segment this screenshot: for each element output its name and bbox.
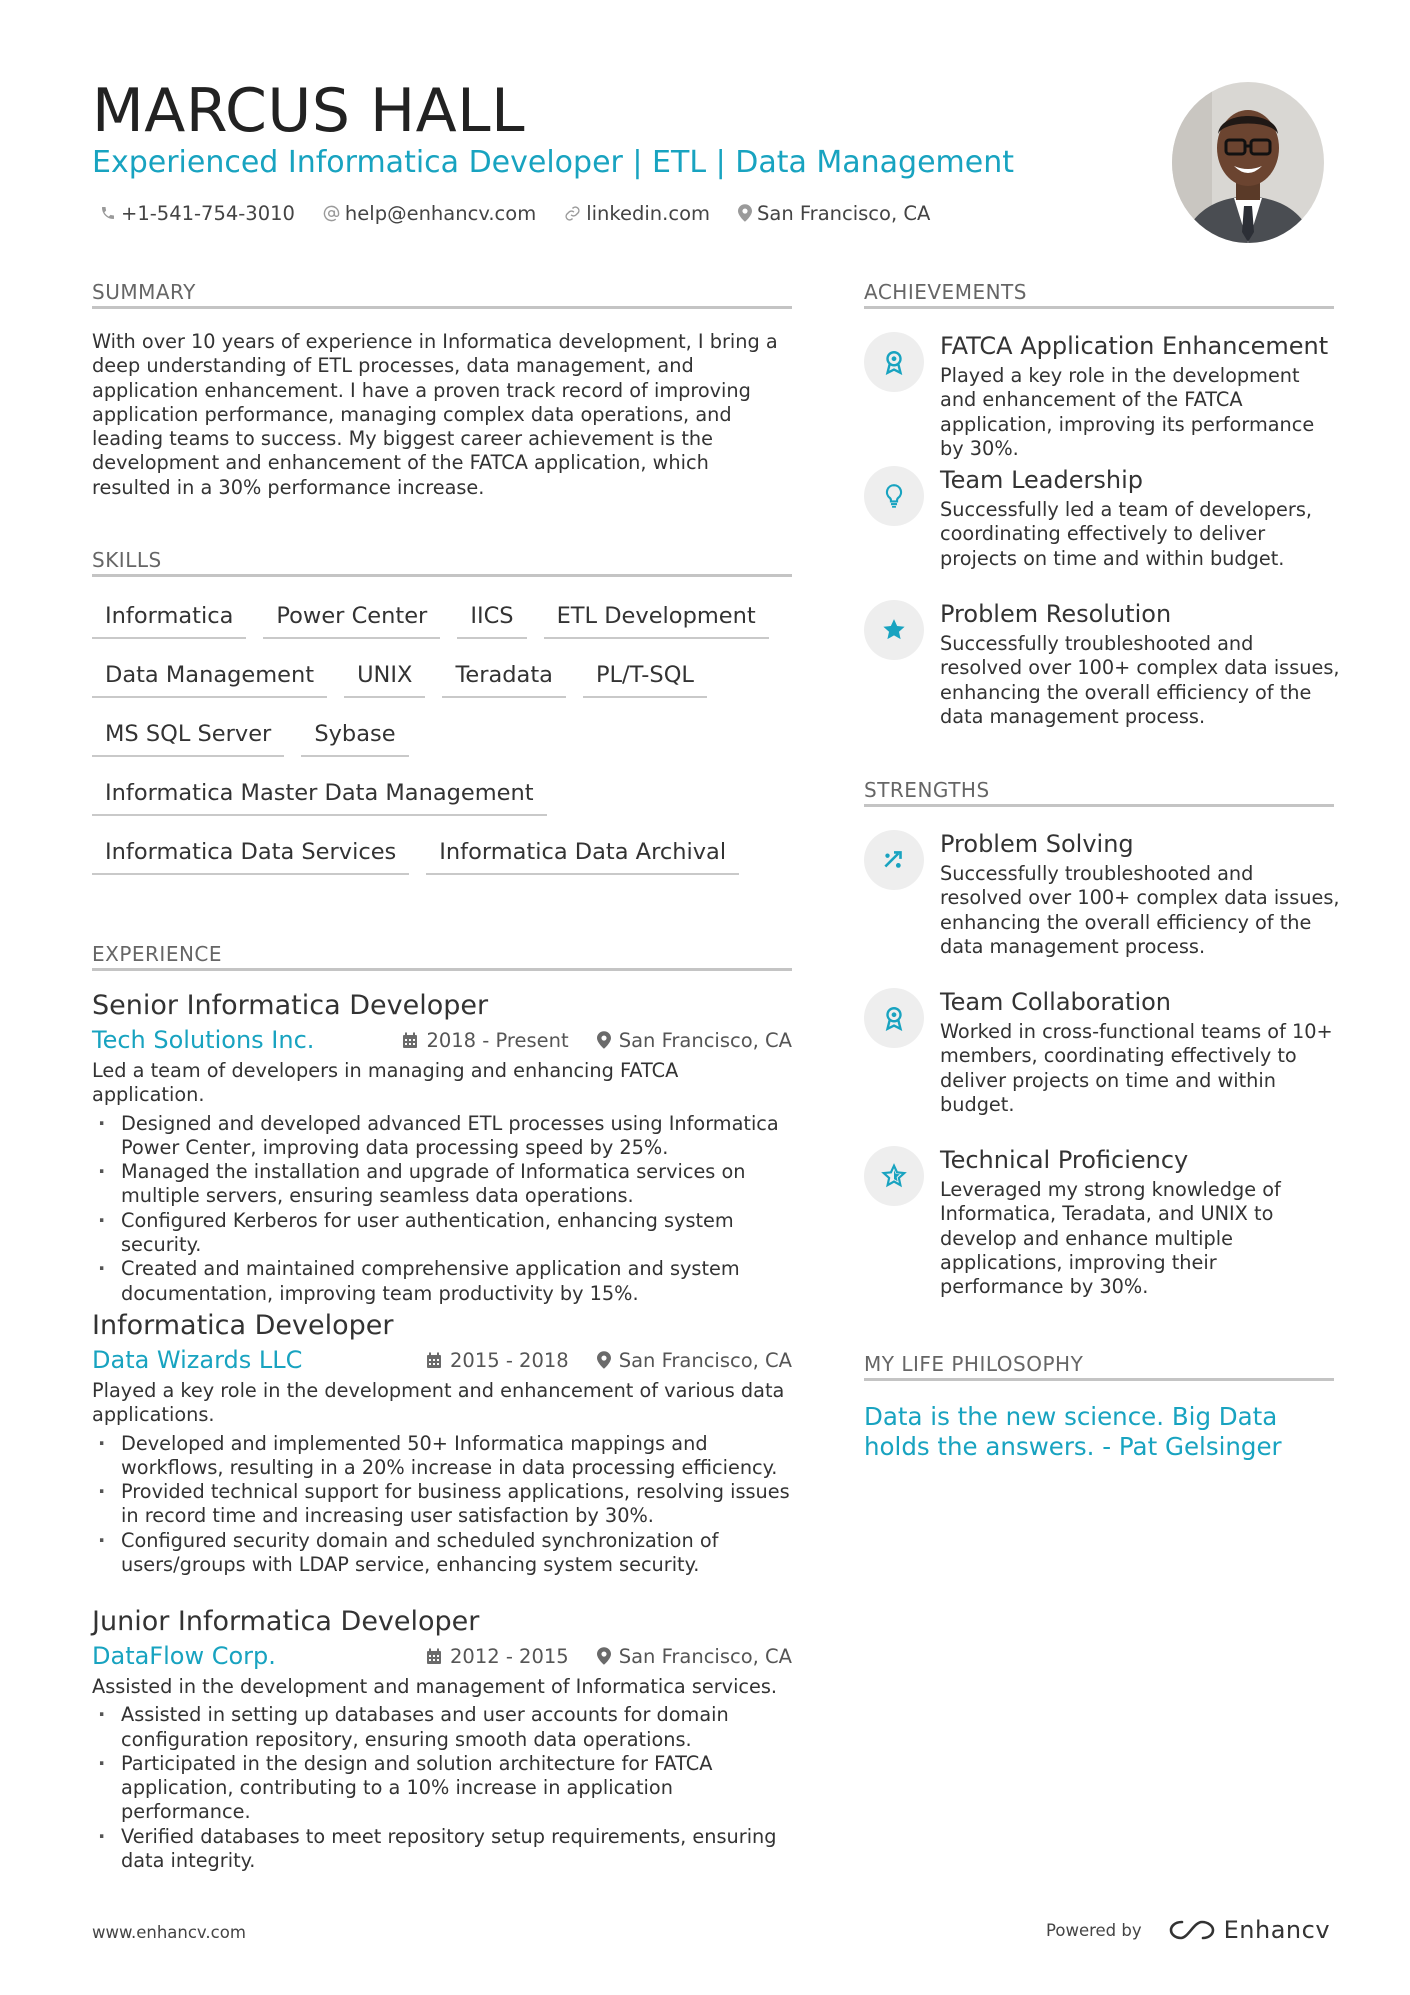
job-meta xyxy=(402,1023,792,1057)
achievement-title: Problem Resolution xyxy=(940,600,1172,628)
job-subheader xyxy=(92,1023,792,1057)
achievement-desc: Played a key role in the development and enhancement of the FATCA application, improving its performance by 30%. xyxy=(940,364,1315,460)
powered-by-label: Powered by xyxy=(1046,1920,1142,1940)
strength-body xyxy=(940,986,1340,1117)
achievements-heading: ACHIEVEMENTS xyxy=(864,280,1027,304)
skill-tag: Teradata xyxy=(442,656,565,698)
job-subheader xyxy=(92,1639,792,1673)
strengths-divider xyxy=(864,804,1334,807)
job-location xyxy=(597,1029,792,1052)
footer-website[interactable]: www.enhancv.com xyxy=(92,1923,246,1942)
phone-icon xyxy=(100,205,116,221)
job-company: DataFlow Corp. xyxy=(92,1642,276,1670)
job-description: Assisted in the development and management of Informatica services. xyxy=(92,1675,778,1698)
skill-tag: Informatica xyxy=(92,597,246,639)
skill-tag: Power Center xyxy=(263,597,440,639)
job-bullet: · Verified databases to meet repository setup requirements, ensuring data integrity. xyxy=(92,1825,792,1874)
contact-email-text: help@enhancv.com xyxy=(344,201,537,225)
skill-tag: Sybase xyxy=(301,715,408,757)
strengths-heading: STRENGTHS xyxy=(864,778,990,802)
job-dates xyxy=(426,1645,569,1668)
job-location xyxy=(597,1645,792,1668)
skill-tag: UNIX xyxy=(344,656,425,698)
skill-tag: PL/T-SQL xyxy=(583,656,707,698)
achievement-body xyxy=(940,598,1340,729)
job-company: Data Wizards LLC xyxy=(92,1346,303,1374)
skill-row xyxy=(92,597,792,639)
skills-divider xyxy=(92,574,792,577)
job-location-text: San Francisco, CA xyxy=(618,1348,792,1372)
skill-tag: Informatica Data Services xyxy=(92,833,409,875)
contact-phone-text: +1-541-754-3010 xyxy=(121,201,295,225)
location-pin-icon xyxy=(597,1647,611,1665)
skill-row xyxy=(92,715,792,757)
experience-divider xyxy=(92,968,792,971)
calendar-icon xyxy=(426,1352,442,1369)
job-bullets xyxy=(92,1432,792,1578)
location-pin-icon xyxy=(597,1031,611,1049)
job-entry xyxy=(92,1605,792,1873)
job-bullet: · Configured Kerberos for user authentication, enhancing system security. xyxy=(92,1209,792,1258)
summary-text: With over 10 years of experience in Informatica development, I bring a deep understanding of ETL processes, data management, and application enhancement. I have a proven track record of improving application performance, managing complex data operations, and leading teams to success. My biggest career achievement is the development and enhancement of the FATCA application, which resulted in a 30% performance increase. xyxy=(92,330,778,499)
job-location xyxy=(597,1349,792,1372)
strength-desc: Leveraged my strong knowledge of Informatica, Teradata, and UNIX to develop and enhance multiple applications, improving their performance by 30%. xyxy=(940,1178,1281,1299)
job-location-text: San Francisco, CA xyxy=(618,1028,792,1052)
strength-body xyxy=(940,1144,1340,1299)
contact-location xyxy=(738,202,930,225)
job-bullet: · Designed and developed advanced ETL processes using Informatica Power Center, improving data processing speed by 25%. xyxy=(92,1112,792,1161)
lightbulb-icon xyxy=(864,466,924,526)
star-outline-icon xyxy=(864,1146,924,1206)
calendar-icon xyxy=(402,1032,418,1049)
job-bullets xyxy=(92,1112,792,1306)
skill-row xyxy=(92,656,792,698)
puzzle-icon xyxy=(864,830,924,890)
skills-heading: SKILLS xyxy=(92,548,162,572)
strength-body xyxy=(940,828,1340,959)
philosophy-quote: Data is the new science. Big Data holds the answers. - Pat Gelsinger xyxy=(864,1402,1282,1461)
job-title: Senior Informatica Developer xyxy=(92,990,489,1021)
candidate-headline: Experienced Informatica Developer | ETL | Data Management xyxy=(92,145,1015,180)
philosophy-heading: MY LIFE PHILOSOPHY xyxy=(864,1352,1084,1376)
contact-bar xyxy=(100,200,958,226)
job-dates-text: 2012 - 2015 xyxy=(450,1644,569,1668)
profile-photo xyxy=(1172,82,1324,243)
link-icon xyxy=(564,205,581,222)
at-icon xyxy=(323,205,340,222)
achievement-title: Team Leadership xyxy=(940,466,1143,494)
award-icon xyxy=(864,332,924,392)
job-bullet: · Developed and implemented 50+ Informatica mappings and workflows, resulting in a 20% increase in data processing efficiency. xyxy=(92,1432,792,1481)
job-bullet: · Assisted in setting up databases and user accounts for domain configuration repository, ensuring smooth data operations. xyxy=(92,1703,792,1752)
summary-heading: SUMMARY xyxy=(92,280,196,304)
contact-phone[interactable] xyxy=(100,202,295,225)
star-icon xyxy=(864,600,924,660)
job-title: Informatica Developer xyxy=(92,1310,394,1341)
location-pin-icon xyxy=(597,1351,611,1369)
job-subheader xyxy=(92,1343,792,1377)
experience-heading: EXPERIENCE xyxy=(92,942,223,966)
strength-title: Problem Solving xyxy=(940,830,1134,858)
job-dates xyxy=(402,1029,568,1052)
contact-linkedin-text: linkedin.com xyxy=(586,201,710,225)
philosophy-divider xyxy=(864,1378,1334,1381)
job-description: Led a team of developers in managing and enhancing FATCA application. xyxy=(92,1059,679,1107)
location-pin-icon xyxy=(738,204,752,222)
calendar-icon xyxy=(426,1648,442,1665)
brand-name: Enhancv xyxy=(1223,1916,1331,1944)
achievement-title: FATCA Application Enhancement xyxy=(940,332,1329,360)
summary-divider xyxy=(92,306,792,309)
strength-title: Technical Proficiency xyxy=(940,1146,1189,1174)
job-location-text: San Francisco, CA xyxy=(618,1644,792,1668)
skill-tag: IICS xyxy=(457,597,526,639)
strength-title: Team Collaboration xyxy=(940,988,1172,1016)
job-bullet: · Configured security domain and scheduled synchronization of users/groups with LDAP service, enhancing system security. xyxy=(92,1529,792,1578)
job-dates-text: 2015 - 2018 xyxy=(450,1348,569,1372)
award-icon xyxy=(864,988,924,1048)
achievement-desc: Successfully led a team of developers, coordinating effectively to deliver projects on time and within budget. xyxy=(940,498,1313,570)
job-title: Junior Informatica Developer xyxy=(92,1606,480,1637)
skill-row xyxy=(92,774,792,816)
strength-desc: Worked in cross-functional teams of 10+ members, coordinating effectively to deliver projects on time and within budget. xyxy=(940,1020,1333,1116)
skill-tag: Informatica Data Archival xyxy=(426,833,739,875)
job-company: Tech Solutions Inc. xyxy=(92,1026,315,1054)
candidate-name: MARCUS HALL xyxy=(92,76,525,146)
job-meta xyxy=(426,1639,792,1673)
achievement-body xyxy=(940,330,1340,461)
skill-tag: ETL Development xyxy=(544,597,769,639)
job-bullets xyxy=(92,1703,792,1873)
job-bullet: · Participated in the design and solution architecture for FATCA application, contributing to a 10% increase in application performance. xyxy=(92,1752,792,1825)
job-entry xyxy=(92,989,792,1306)
job-bullet: · Created and maintained comprehensive application and system documentation, improving team productivity by 15%. xyxy=(92,1257,792,1306)
contact-linkedin[interactable] xyxy=(564,202,710,225)
enhancv-logo-icon xyxy=(1168,1917,1216,1943)
skill-tag: Data Management xyxy=(92,656,327,698)
strength-desc: Successfully troubleshooted and resolved over 100+ complex data issues, enhancing the overall efficiency of the data management process. xyxy=(940,862,1340,958)
skill-row xyxy=(92,833,792,875)
job-dates xyxy=(426,1349,569,1372)
skills-list xyxy=(92,597,792,892)
skill-tag: MS SQL Server xyxy=(92,715,284,757)
skill-tag: Informatica Master Data Management xyxy=(92,774,547,816)
job-dates-text: 2018 - Present xyxy=(426,1028,569,1052)
achievement-body xyxy=(940,464,1340,571)
contact-location-text: San Francisco, CA xyxy=(757,201,931,225)
achievement-desc: Successfully troubleshooted and resolved over 100+ complex data issues, enhancing the overall efficiency of the data management process. xyxy=(940,632,1340,728)
contact-email[interactable] xyxy=(323,202,536,225)
job-entry xyxy=(92,1309,792,1577)
achievements-divider xyxy=(864,306,1334,309)
job-bullet: · Provided technical support for business applications, resolving issues in record time and increasing user satisfaction by 30%. xyxy=(92,1480,792,1529)
job-description: Played a key role in the development and enhancement of various data applications. xyxy=(92,1379,785,1427)
footer-branding[interactable] xyxy=(1046,1912,1330,1948)
job-bullet: · Managed the installation and upgrade of Informatica services on multiple servers, ensuring seamless data operations. xyxy=(92,1160,792,1209)
job-meta xyxy=(426,1343,792,1377)
